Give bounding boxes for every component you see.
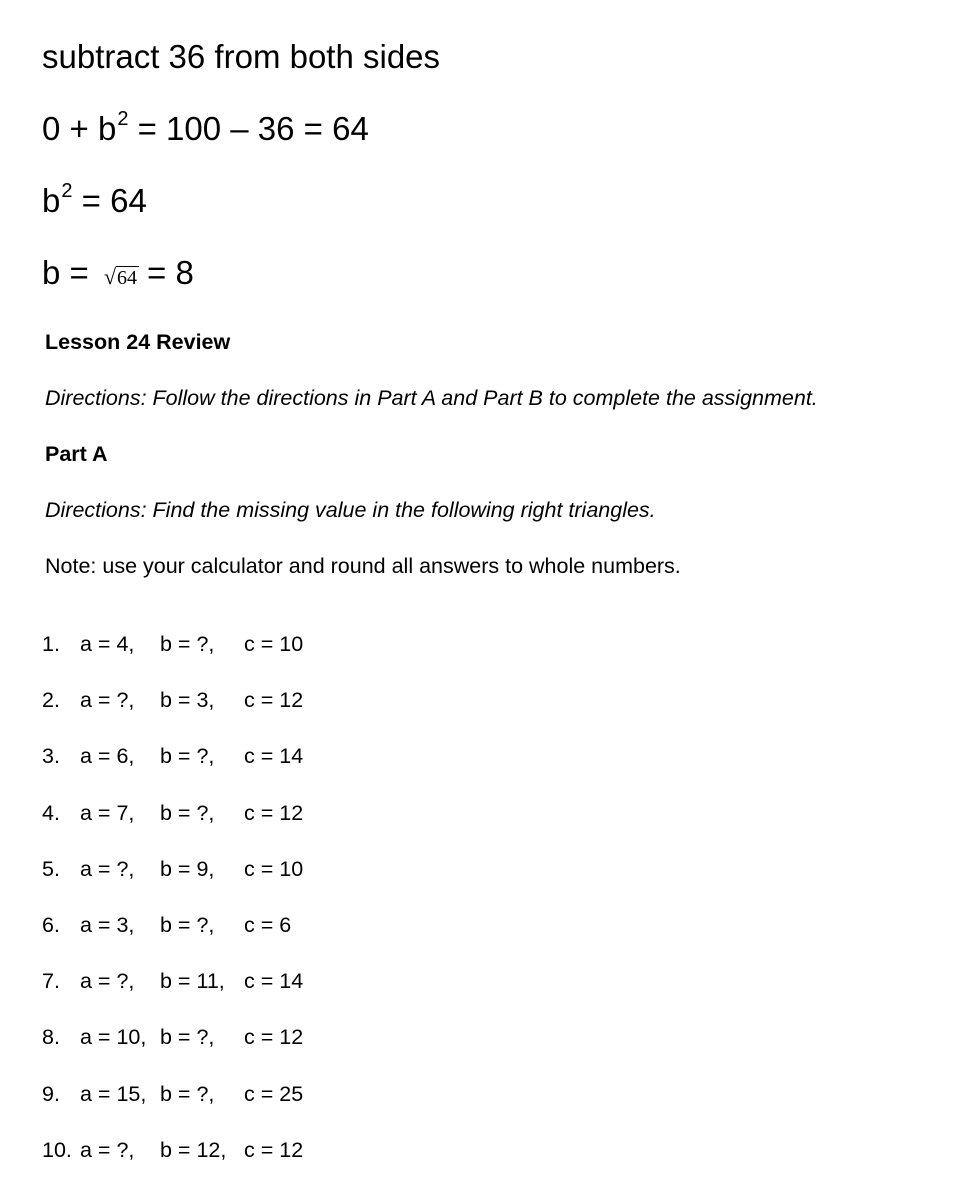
value-b: b = 11, bbox=[160, 969, 225, 994]
problem-number: 6. bbox=[42, 913, 60, 937]
value-b: b = ?, bbox=[160, 1081, 215, 1106]
value-b: b = ?, bbox=[160, 800, 215, 825]
list-item bbox=[0, 800, 960, 831]
equation-right-text: = 8 bbox=[147, 254, 194, 291]
list-item bbox=[0, 690, 960, 718]
problem-number: 2. bbox=[42, 688, 60, 713]
solution-line-3 bbox=[42, 180, 147, 219]
problem-number: 8. bbox=[42, 1025, 60, 1050]
value-c: c = 10 bbox=[244, 632, 304, 656]
square-root bbox=[104, 266, 139, 288]
value-a: a = ?, bbox=[80, 1137, 135, 1162]
value-c: c = 6 bbox=[244, 913, 292, 937]
equation-left-text: b = bbox=[42, 254, 98, 291]
value-b: b = 9, bbox=[160, 856, 215, 881]
problem-number: 5. bbox=[42, 856, 60, 881]
radical-sign: √ bbox=[103, 264, 117, 289]
radicand: 64 bbox=[117, 267, 138, 289]
problem-number: 4. bbox=[42, 800, 60, 825]
solution-line-1-text: subtract 36 from both sides bbox=[42, 38, 441, 75]
solution-line-4 bbox=[42, 256, 194, 289]
value-c: c = 10 bbox=[244, 856, 304, 881]
list-item bbox=[0, 1137, 960, 1168]
equation-left-text: b bbox=[42, 182, 61, 219]
value-b: b = ?, bbox=[160, 1025, 215, 1050]
list-item bbox=[0, 1081, 960, 1112]
value-b: b = ?, bbox=[160, 744, 215, 769]
value-c: c = 14 bbox=[244, 969, 304, 994]
problem-number: 7. bbox=[42, 969, 60, 994]
value-a: a = 4, bbox=[80, 632, 135, 656]
exponent: 2 bbox=[117, 108, 129, 130]
value-a: a = 7, bbox=[80, 800, 135, 825]
solution-line-1 bbox=[42, 40, 440, 73]
value-b: b = 3, bbox=[160, 688, 215, 713]
lesson-directions: Directions: Follow the directions in Part A and Part B to complete the assignment. bbox=[45, 386, 818, 410]
list-item bbox=[0, 971, 960, 999]
value-a: a = 6, bbox=[80, 744, 135, 769]
equation-left-text: 0 + b bbox=[42, 110, 117, 147]
part-a-heading: Part A bbox=[45, 442, 108, 466]
problem-number: 9. bbox=[42, 1081, 60, 1106]
value-c: c = 25 bbox=[244, 1081, 304, 1106]
value-c: c = 12 bbox=[244, 688, 304, 713]
problem-number: 3. bbox=[42, 744, 60, 769]
list-item bbox=[0, 746, 960, 774]
list-item bbox=[0, 915, 960, 943]
value-a: a = ?, bbox=[80, 856, 135, 881]
value-c: c = 12 bbox=[244, 1025, 304, 1050]
solution-line-2 bbox=[42, 108, 369, 147]
lesson-title: Lesson 24 Review bbox=[45, 330, 231, 354]
value-a: a = 10, bbox=[80, 1025, 147, 1050]
equation-right-text: = 64 bbox=[72, 182, 147, 219]
part-a-note: Note: use your calculator and round all answers to whole numbers. bbox=[45, 554, 681, 578]
equation-right-text: = 100 – 36 = 64 bbox=[128, 110, 369, 147]
list-item bbox=[0, 634, 960, 662]
list-item bbox=[0, 856, 960, 887]
value-a: a = ?, bbox=[80, 688, 135, 713]
problem-number: 10. bbox=[42, 1137, 72, 1162]
value-a: a = 15, bbox=[80, 1081, 147, 1106]
value-b: b = ?, bbox=[160, 913, 215, 937]
value-a: a = 3, bbox=[80, 913, 135, 937]
exponent: 2 bbox=[61, 180, 73, 202]
value-c: c = 14 bbox=[244, 744, 304, 769]
value-b: b = 12, bbox=[160, 1137, 227, 1162]
value-c: c = 12 bbox=[244, 800, 304, 825]
part-a-directions: Directions: Find the missing value in the following right triangles. bbox=[45, 498, 656, 522]
value-a: a = ?, bbox=[80, 969, 135, 994]
list-item bbox=[0, 1027, 960, 1055]
value-c: c = 12 bbox=[244, 1137, 304, 1162]
problem-number: 1. bbox=[42, 632, 60, 656]
value-b: b = ?, bbox=[160, 632, 215, 656]
